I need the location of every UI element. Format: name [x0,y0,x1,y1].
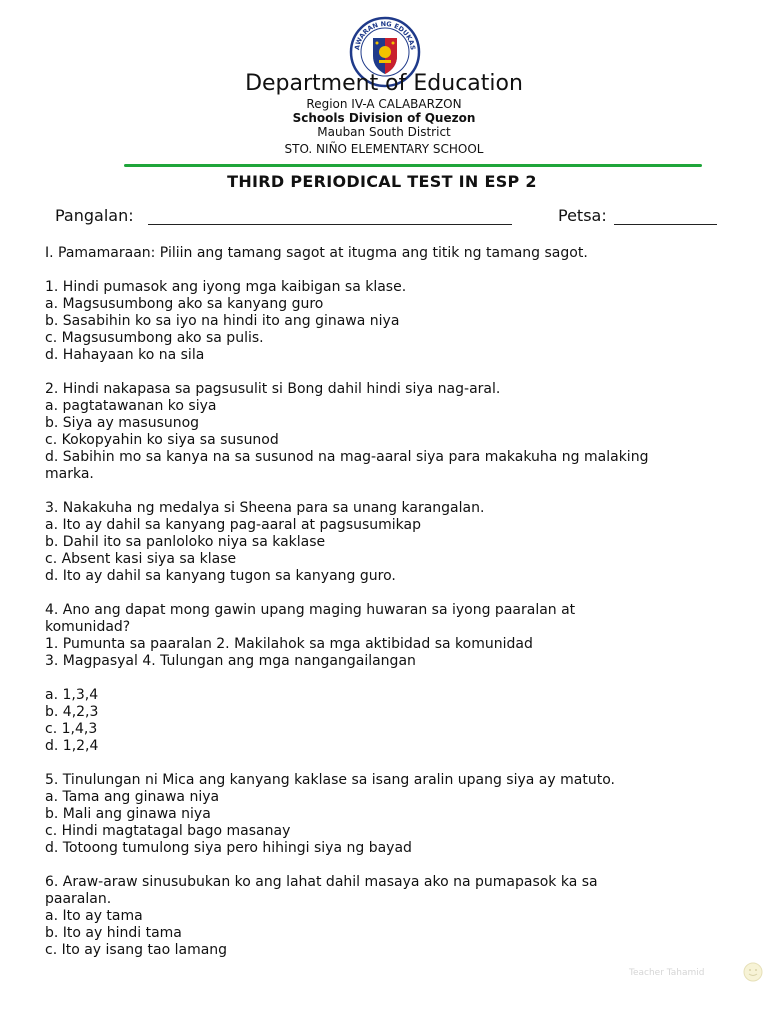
answer-choice: a. Ito ay dahil sa kanyang pag-aaral at pagsusumikap [45,517,422,533]
answer-choice: c. Magsusumbong ako sa pulis. [45,330,264,346]
answer-choice: d. 1,2,4 [45,738,99,754]
answer-choice: a. pagtatawanan ko siya [45,398,217,414]
watermark-text: Teacher Tahamid [629,968,705,978]
question-1 [45,279,745,364]
question-text: 6. Araw-araw sinusubukan ko ang lahat dahil masaya ako na pumapasok ka sa [45,874,598,890]
question-spacer [45,483,745,500]
test-title: THIRD PERIODICAL TEST IN ESP 2 [227,172,537,191]
answer-choice: c. Absent kasi siya sa klase [45,551,237,567]
question-text: 5. Tinulungan ni Mica ang kanyang kaklase sa isang aralin upang siya ay matuto. [45,772,615,788]
question-text: 1. Hindi pumasok ang iyong mga kaibigan sa klase. [45,279,407,295]
name-field-line[interactable] [148,224,512,225]
question-5 [45,772,745,857]
question-spacer [45,857,745,874]
answer-choice: c. Hindi magtatagal bago masanay [45,823,291,839]
answer-choice: d. Ito ay dahil sa kanyang tugon sa kanyang guro. [45,568,396,584]
question-list [45,262,745,959]
name-label: Pangalan: [55,206,134,225]
school-line: STO. NIÑO ELEMENTARY SCHOOL [284,142,484,156]
answer-choice: a. Tama ang ginawa niya [45,789,220,805]
question-spacer [45,585,745,602]
question-2 [45,381,745,483]
header-divider [124,164,702,167]
division-line: Schools Division of Quezon [292,111,476,125]
answer-choice: b. Siya ay masusunog [45,415,200,431]
answer-choice: marka. [45,466,94,482]
answer-choice: d. Totoong tumulong siya pero hihingi siya ng bayad [45,840,412,856]
answer-choice: b. 4,2,3 [45,704,99,720]
question-text: 2. Hindi nakapasa sa pagsusulit si Bong dahil hindi siya nag-aral. [45,381,501,397]
date-field-line[interactable] [614,224,717,225]
question-text: komunidad? [45,619,131,635]
answer-choice: c. Ito ay isang tao lamang [45,942,228,958]
date-label: Petsa: [558,206,607,225]
question-6 [45,874,745,959]
question-text: paaralan. [45,891,112,907]
answer-choice: a. Ito ay tama [45,908,143,924]
department-title: Department of Education [245,71,523,96]
answer-choice: b. Mali ang ginawa niya [45,806,211,822]
answer-choice: d. Hahayaan ko na sila [45,347,205,363]
answer-choice: c. 1,4,3 [45,721,98,737]
question-text: 1. Pumunta sa paaralan 2. Makilahok sa mga aktibidad sa komunidad [45,636,533,652]
region-line: Region IV-A CALABARZON [306,97,462,111]
instructions: I. Pamamaraan: Piliin ang tamang sagot at itugma ang titik ng tamang sagot. [45,245,588,261]
answer-choice: c. Kokopyahin ko siya sa susunod [45,432,279,448]
answer-choice: b. Dahil ito sa panloloko niya sa kaklase [45,534,326,550]
svg-text:KAGAWARAN NG EDUKASYON: AWARAN NG EDUKAS [353,19,417,51]
choices-spacer [45,670,745,687]
answer-choice: b. Ito ay hindi tama [45,925,182,941]
answer-choice: b. Sasabihin ko sa iyo na hindi ito ang ginawa niya [45,313,400,329]
answer-choice: a. Magsusumbong ako sa kanyang guro [45,296,324,312]
test-body [45,245,745,959]
smiley-icon [743,962,763,982]
question-text: 3. Magpasyal 4. Tulungan ang mga nangangailangan [45,653,416,669]
question-3 [45,500,745,585]
question-4 [45,602,745,755]
question-spacer [45,755,745,772]
question-spacer [45,364,745,381]
answer-choice: a. 1,3,4 [45,687,99,703]
answer-choice: d. Sabihin mo sa kanya na sa susunod na mag-aaral siya para makakuha ng malaking [45,449,649,465]
question-spacer [45,262,745,279]
district-line: Mauban South District [317,125,451,139]
question-text: 4. Ano ang dapat mong gawin upang maging huwaran sa iyong paaralan at [45,602,576,618]
question-text: 3. Nakakuha ng medalya si Sheena para sa unang karangalan. [45,500,485,516]
